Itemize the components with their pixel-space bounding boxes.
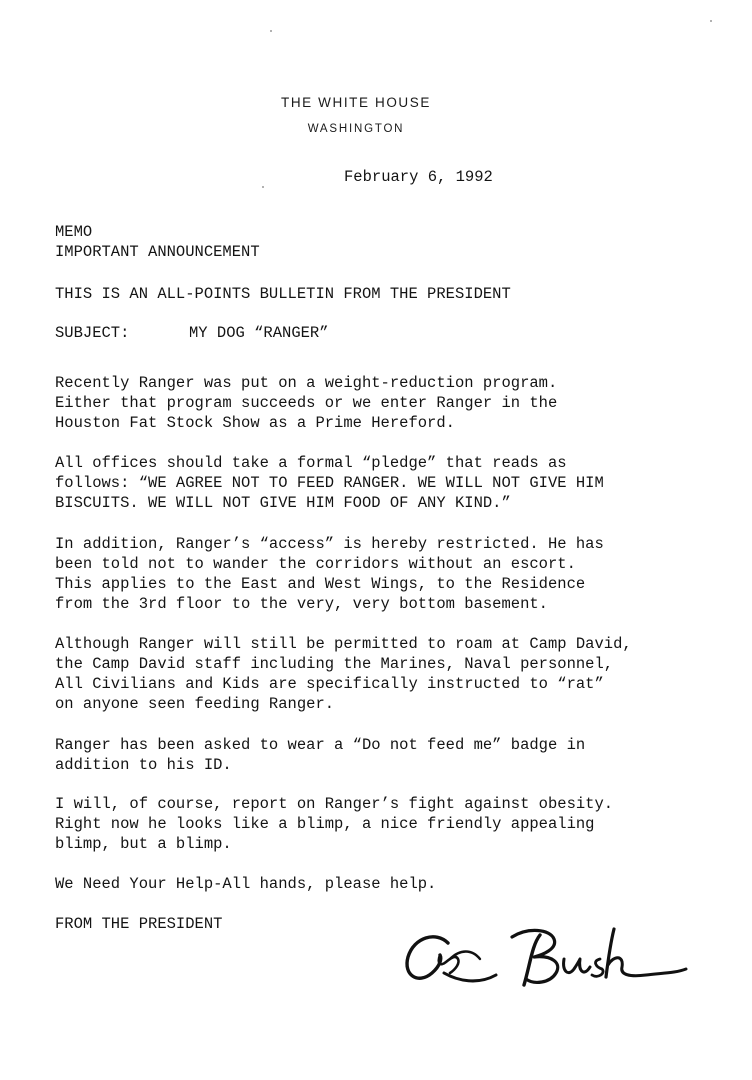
memo-date: February 6, 1992 <box>344 168 493 186</box>
subject-label: SUBJECT: <box>55 324 130 342</box>
letterhead-subtitle: WASHINGTON <box>307 123 405 135</box>
paragraph-badge: Ranger has been asked to wear a “Do not feed me” badge in addition to his ID. <box>55 736 586 774</box>
paragraph-access: In addition, Ranger’s “access” is hereby restricted. He has been told not to wander the corridors without an escort. This applies to the East and West Wings, to the Residence from the 3rd floor to the very, very bottom basement. <box>55 535 604 613</box>
letterhead-title: THE WHITE HOUSE <box>280 95 431 110</box>
paragraph-camp-david: Although Ranger will still be permitted to roam at Camp David, the Camp David staff including the Marines, Naval personnel, All Civilians and Kids are specifically instructed to “rat” on anyone seen feeding Ranger. <box>55 635 632 713</box>
bulletin-line: THIS IS AN ALL-POINTS BULLETIN FROM THE PRESIDENT <box>55 285 511 303</box>
announcement-line: IMPORTANT ANNOUNCEMENT <box>55 243 260 261</box>
signature <box>400 915 690 1005</box>
memo-label: MEMO <box>55 223 93 241</box>
paragraph-pledge: All offices should take a formal “pledge” that reads as follows: “WE AGREE NOT TO FEED RANGER. WE WILL NOT GIVE HIM BISCUITS. WE WILL NOT GIVE HIM FOOD OF ANY KIND.” <box>55 454 604 512</box>
subject-value: MY DOG “RANGER” <box>189 324 329 342</box>
scan-speck <box>270 30 272 32</box>
paragraph-weight-program: Recently Ranger was put on a weight-reduction program. Either that program succeeds or we enter Ranger in the Houston Fat Stock Show as a Prime Hereford. <box>55 374 558 432</box>
paragraph-help: We Need Your Help-All hands, please help. <box>55 875 437 893</box>
scan-speck <box>710 20 712 22</box>
closing-line: FROM THE PRESIDENT <box>55 915 223 933</box>
paragraph-obesity: I will, of course, report on Ranger’s fight against obesity. Right now he looks like a blimp, a nice friendly appealing blimp, but a blimp. <box>55 795 614 853</box>
scan-speck <box>262 186 264 188</box>
